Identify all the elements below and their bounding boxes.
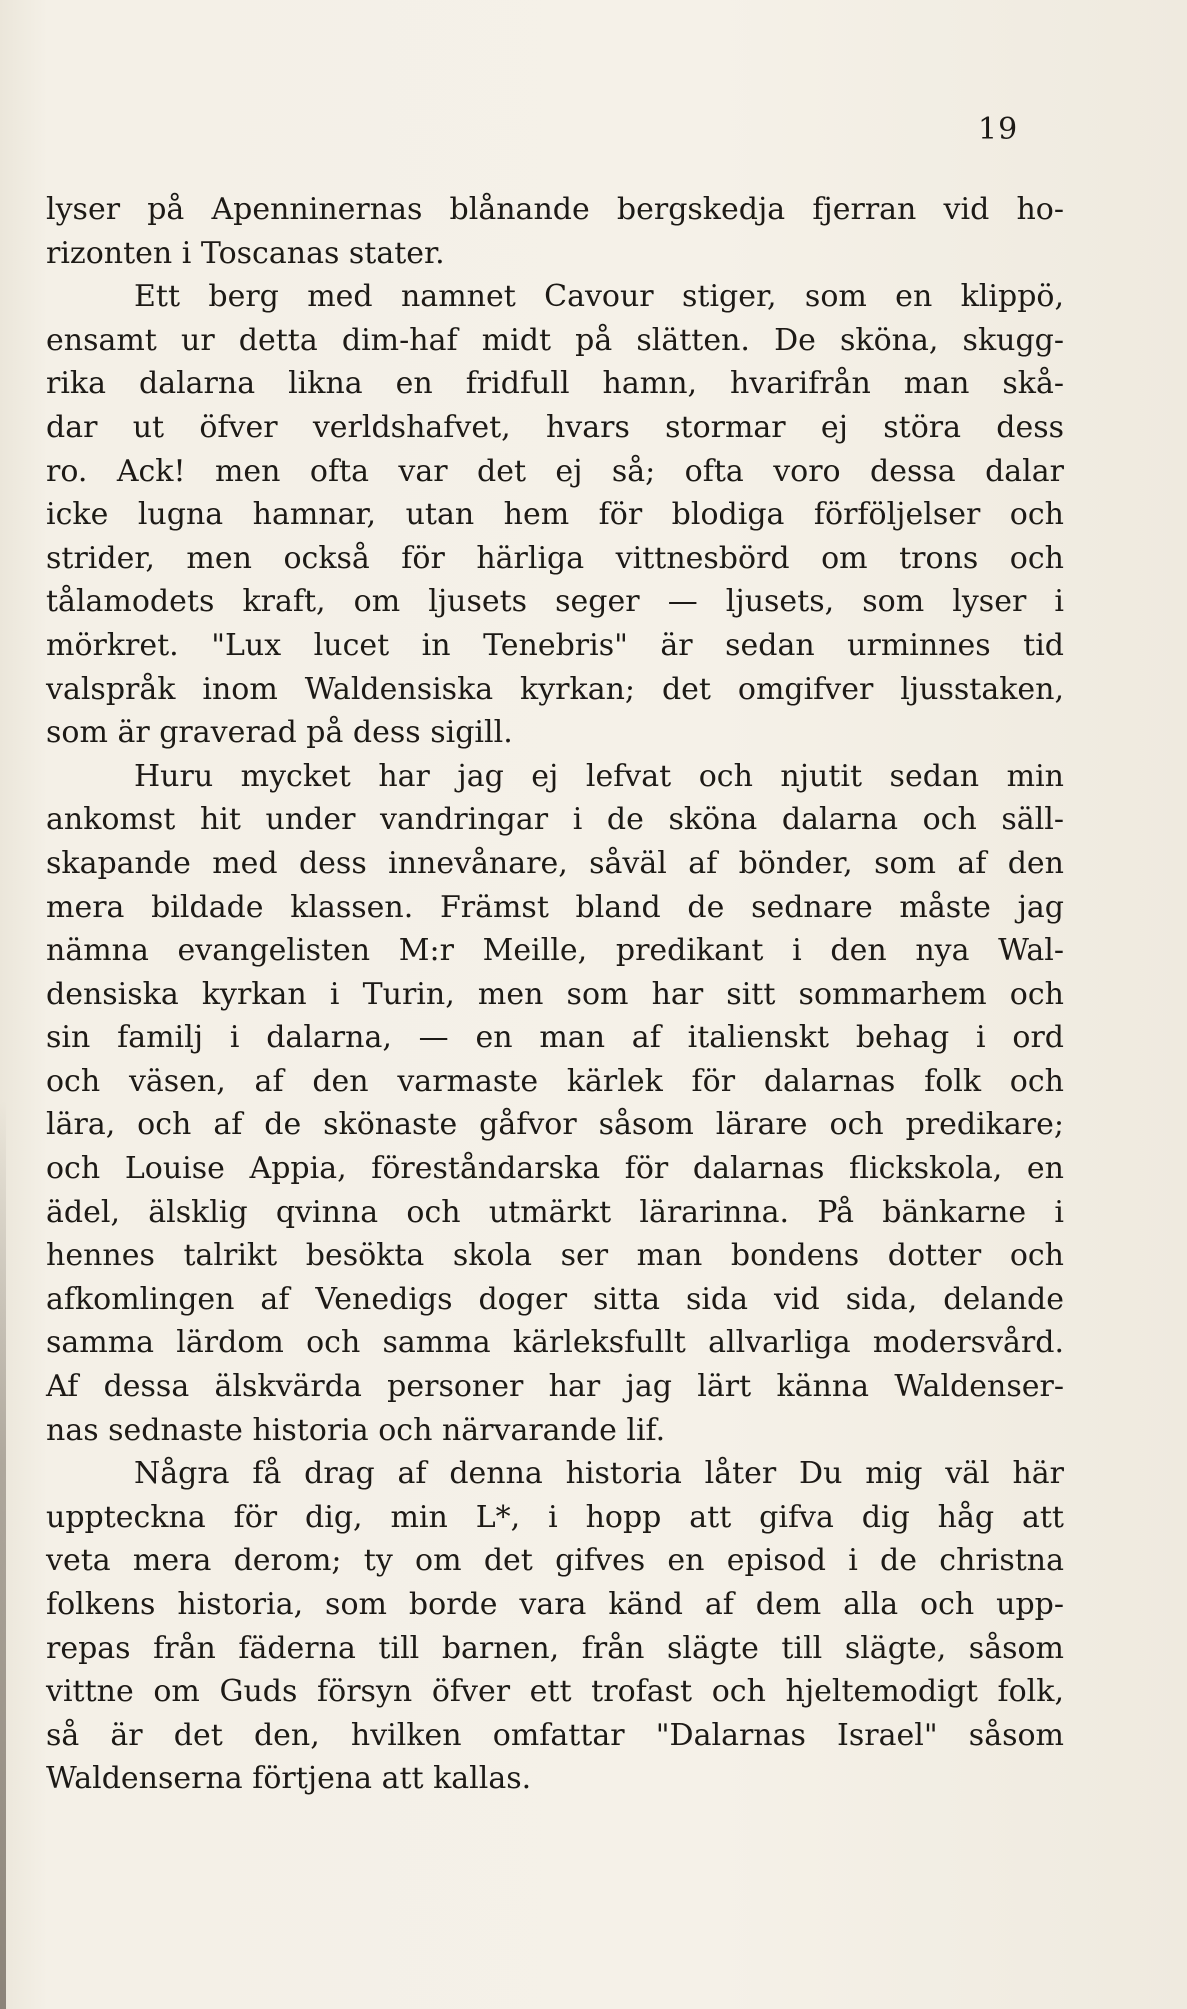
text-line: så är det den, hvilken omfattar "Dalarnas Israel" såsom xyxy=(46,1717,1064,1753)
page-binding-edge xyxy=(0,1100,6,2009)
text-line: tålamodets kraft, om ljusets seger — ljusets, som lyser i xyxy=(46,584,1064,620)
text-line: ädel, älsklig qvinna och utmärkt lärarinna. På bänkarne i xyxy=(46,1194,1064,1230)
text-line: repas från fäderna till barnen, från slägte till slägte, såsom xyxy=(46,1630,1064,1666)
text-line: uppteckna för dig, min L*, i hopp att gifva dig håg att xyxy=(46,1499,1064,1535)
text-line: samma lärdom och samma kärleksfullt allvarliga modersvård. xyxy=(46,1325,1064,1361)
text-line: lära, och af de skönaste gåfvor såsom lärare och predikare; xyxy=(46,1107,1064,1143)
text-line: ensamt ur detta dim-haf midt på slätten. De sköna, skugg- xyxy=(46,322,1064,358)
text-line: icke lugna hamnar, utan hem för blodiga förföljelser och xyxy=(46,497,1064,533)
page-number: 19 xyxy=(978,112,1019,147)
text-line: veta mera derom; ty om det gifves en episod i de christna xyxy=(46,1543,1064,1579)
text-line: sin familj i dalarna, — en man af italienskt behag i ord xyxy=(46,1020,1064,1056)
body-text xyxy=(46,188,1064,1801)
text-line: afkomlingen af Venedigs doger sitta sida vid sida, delande xyxy=(46,1281,1064,1317)
text-line: dar ut öfver verldshafvet, hvars stormar ej störa dess xyxy=(46,409,1064,445)
text-line: och Louise Appia, föreståndarska för dalarnas flickskola, en xyxy=(46,1151,1064,1187)
text-line: Af dessa älskvärda personer har jag lärt känna Waldenser- xyxy=(46,1369,1064,1405)
text-line: rika dalarna likna en fridfull hamn, hvarifrån man skå- xyxy=(46,366,1064,402)
text-line: Huru mycket har jag ej lefvat och njutit sedan min xyxy=(134,758,1064,794)
text-line: ro. Ack! men ofta var det ej så; ofta voro dessa dalar xyxy=(46,453,1064,489)
text-line: mera bildade klassen. Främst bland de sednare måste jag xyxy=(46,889,1064,925)
text-line: ankomst hit under vandringar i de sköna dalarna och säll- xyxy=(46,802,1064,838)
text-line: och väsen, af den varmaste kärlek för dalarnas folk och xyxy=(46,1063,1064,1099)
text-line: som är graverad på dess sigill. xyxy=(46,715,513,751)
text-line: Ett berg med namnet Cavour stiger, som en klippö, xyxy=(134,279,1064,315)
text-line: valspråk inom Waldensiska kyrkan; det omgifver ljusstaken, xyxy=(46,671,1064,707)
text-line: lyser på Apenninernas blånande bergskedja fjerran vid ho- xyxy=(46,192,1064,227)
text-line: mörkret. "Lux lucet in Tenebris" är sedan urminnes tid xyxy=(46,627,1064,663)
text-line: rizonten i Toscanas stater. xyxy=(46,235,445,271)
text-line: strider, men också för härliga vittnesbörd om trons och xyxy=(46,540,1064,576)
text-line: vittne om Guds försyn öfver ett trofast och hjeltemodigt folk, xyxy=(46,1674,1064,1710)
text-line: nämna evangelisten M:r Meille, predikant i den nya Wal- xyxy=(46,933,1064,969)
text-line: Waldenserna förtjena att kallas. xyxy=(46,1761,532,1797)
text-line: nas sednaste historia och närvarande lif. xyxy=(46,1412,666,1448)
text-line: skapande med dess innevånare, såväl af bönder, som af den xyxy=(46,845,1064,881)
text-line: Några få drag af denna historia låter Du mig väl här xyxy=(134,1456,1064,1492)
text-line: hennes talrikt besökta skola ser man bondens dotter och xyxy=(46,1238,1064,1274)
text-line: densiska kyrkan i Turin, men som har sitt sommarhem och xyxy=(46,976,1064,1012)
text-line: folkens historia, som borde vara känd af dem alla och upp- xyxy=(46,1587,1064,1622)
